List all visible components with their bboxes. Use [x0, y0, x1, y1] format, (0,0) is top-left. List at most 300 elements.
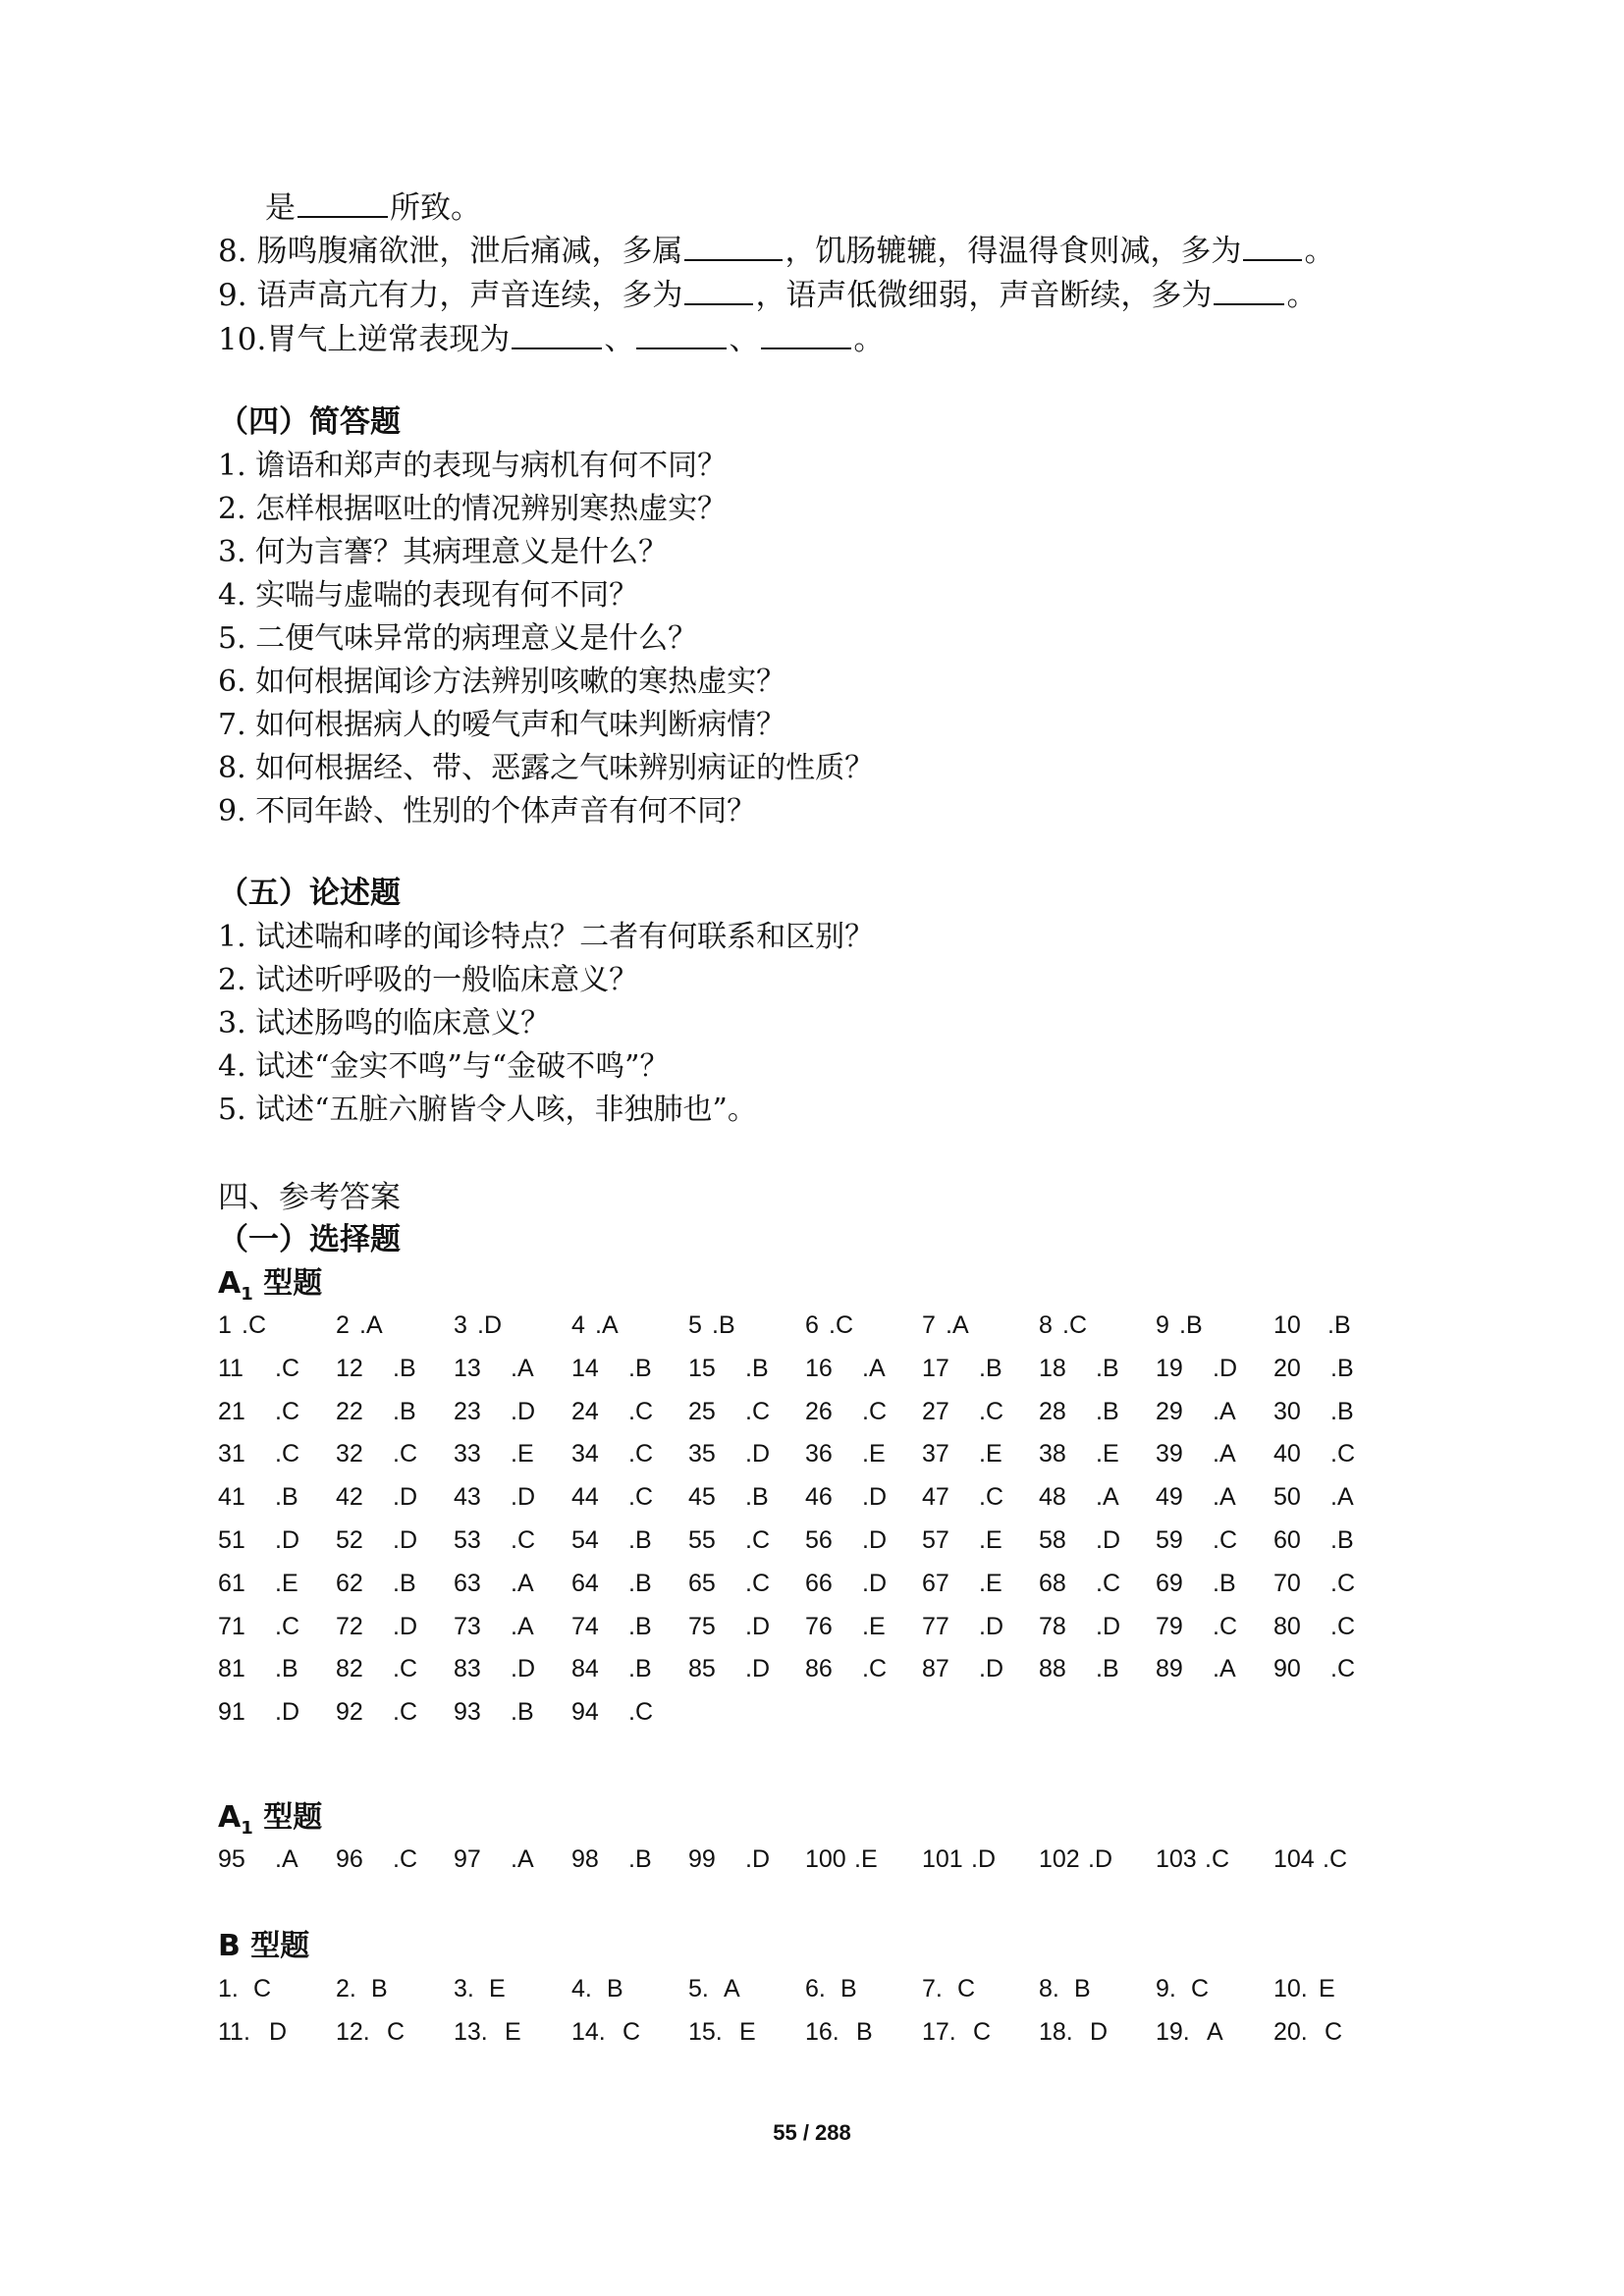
answer-letter: .D: [745, 1612, 770, 1640]
answer-cell: [571, 2018, 640, 2047]
answer-cell: [805, 2018, 873, 2047]
answer-cell: [1039, 2018, 1108, 2047]
answer-cell: [571, 1526, 652, 1555]
answer-letter: .B: [393, 1569, 416, 1597]
answer-cell: [805, 1975, 857, 2003]
text: A: [218, 1800, 242, 1835]
question-number: 77: [922, 1612, 949, 1640]
question-number: 8.: [1039, 1975, 1059, 2002]
answer-letter: .A: [862, 1354, 886, 1382]
answer-cell: [336, 1698, 417, 1727]
text: 所致。: [390, 190, 481, 226]
answer-letter: .B: [275, 1655, 298, 1683]
answer-cell: [1039, 1975, 1091, 2003]
answer-letter: .A: [1213, 1397, 1236, 1425]
answer-cell: [454, 1698, 534, 1727]
short-answer-item: 6. 如何根据闻诊方法辨别咳嗽的寒热虚实？: [218, 665, 786, 699]
answer-letter: .D: [393, 1526, 417, 1554]
question-number: 86: [805, 1655, 833, 1683]
answer-cell: [218, 1355, 299, 1383]
answer-letter: .C: [628, 1698, 653, 1727]
answer-cell: [1156, 1440, 1236, 1468]
answer-cell: [571, 1440, 653, 1468]
question-number: 43: [454, 1483, 481, 1512]
text: 肠鸣腹痛欲泄，泄后痛减，多属: [256, 234, 683, 269]
question-number: 41: [218, 1483, 245, 1512]
page-number: 55 / 288: [773, 2120, 851, 2145]
answer-letter: .A: [511, 1354, 534, 1382]
answer-letter: .E: [1096, 1440, 1119, 1468]
question-number: 16.: [805, 2018, 839, 2046]
question-number: 44: [571, 1483, 599, 1512]
answer-letter: B: [856, 2018, 873, 2046]
answer-cell: [571, 1845, 652, 1874]
question-number: 42: [336, 1483, 363, 1512]
question-number: 76: [805, 1612, 833, 1640]
question-number: 6: [805, 1311, 819, 1339]
answer-letter: .E: [979, 1526, 1002, 1554]
answer-letter: .B: [1213, 1569, 1236, 1597]
answer-letter: .B: [712, 1311, 735, 1339]
answer-cell: [1039, 1355, 1119, 1383]
answer-cell: [1039, 1655, 1119, 1683]
text: 型题: [252, 1800, 323, 1835]
question-number: 57: [922, 1526, 949, 1554]
question-number: 11.: [218, 2018, 250, 2046]
answer-letter: .C: [393, 1698, 417, 1727]
answer-cell: [688, 1975, 740, 2003]
question-number: 12.: [336, 2018, 370, 2046]
answer-letter: .B: [628, 1655, 652, 1683]
answer-letter: .C: [511, 1526, 535, 1554]
answer-letter: .B: [745, 1354, 769, 1382]
question-number: 1: [218, 1311, 232, 1339]
answer-letter: .C: [1330, 1612, 1355, 1640]
question-number: 8: [1039, 1311, 1053, 1339]
question-number: 8.: [218, 234, 247, 269]
answer-cell: [218, 1398, 299, 1426]
answer-cell: [336, 1311, 383, 1340]
answer-letter: .B: [393, 1354, 416, 1382]
answer-letter: .B: [1327, 1311, 1351, 1339]
text: A: [218, 1266, 242, 1301]
answer-letter: .B: [1096, 1397, 1119, 1425]
question-number: 20.: [1273, 2018, 1308, 2046]
answer-cell: [454, 2018, 521, 2047]
answer-letter: .B: [1096, 1354, 1119, 1382]
question-number: 99: [688, 1845, 716, 1873]
answer-cell: [571, 1975, 623, 2003]
answer-cell: [922, 1355, 1002, 1383]
answer-letter: .C: [1323, 1845, 1347, 1873]
question-number: 75: [688, 1612, 716, 1640]
answer-blank: [512, 318, 602, 349]
question-number: 64: [571, 1569, 599, 1597]
answer-cell: [1156, 1526, 1237, 1555]
question-number: 50: [1273, 1483, 1301, 1512]
answer-letter: D: [269, 2018, 288, 2046]
text: 。: [1286, 278, 1318, 313]
question-number: 1.: [218, 1975, 239, 2002]
question-number: 2.: [336, 1975, 356, 2002]
answer-cell: [1039, 1440, 1119, 1468]
question-number: 87: [922, 1655, 949, 1683]
answer-letter: .C: [628, 1440, 653, 1468]
answer-letter: .D: [1096, 1526, 1120, 1554]
answer-cell: [688, 1655, 770, 1683]
short-answer-item: 9. 不同年龄、性别的个体声音有何不同？: [218, 794, 757, 828]
answer-cell: [571, 1355, 652, 1383]
answer-cell: [805, 1845, 878, 1874]
question-number: 56: [805, 1526, 833, 1554]
answer-letter: .C: [1330, 1655, 1355, 1683]
question-number: 15.: [688, 2018, 723, 2046]
answer-cell: [1156, 1483, 1236, 1512]
question-number: 21: [218, 1397, 245, 1425]
question-number: 18: [1039, 1354, 1066, 1382]
answer-letter: .B: [511, 1698, 534, 1727]
question-number: 71: [218, 1612, 245, 1640]
answer-letter: .D: [979, 1655, 1003, 1683]
answer-blank: [1214, 274, 1284, 305]
question-number: 36: [805, 1440, 833, 1468]
text: 。: [853, 322, 885, 357]
question-number: 10.: [1273, 1975, 1308, 2002]
question-number: 85: [688, 1655, 716, 1683]
short-answer-item: 1. 谵语和郑声的表现与病机有何不同？: [218, 449, 728, 483]
question-number: 46: [805, 1483, 833, 1512]
answer-blank: [636, 318, 727, 349]
answer-letter: .A: [511, 1569, 534, 1597]
question-number: 17.: [922, 2018, 956, 2046]
question-number: 101: [922, 1845, 963, 1873]
answer-letter: .C: [393, 1845, 417, 1873]
answer-letter: .D: [745, 1440, 770, 1468]
fill-in-question-8: [218, 230, 1334, 271]
question-number: 16: [805, 1354, 833, 1382]
question-number: 7: [922, 1311, 936, 1339]
question-number: 45: [688, 1483, 716, 1512]
question-number: 20: [1273, 1354, 1301, 1382]
question-number: 39: [1156, 1440, 1183, 1468]
question-number: 10: [1273, 1311, 1301, 1339]
answer-cell: [1273, 1975, 1335, 2003]
question-number: 3.: [454, 1975, 474, 2002]
answer-cell: [336, 1655, 417, 1683]
question-number: 29: [1156, 1397, 1183, 1425]
answer-letter: .C: [628, 1397, 653, 1425]
question-number: 9.: [218, 278, 247, 313]
answer-cell: [688, 1613, 770, 1641]
answer-cell: [922, 1570, 1002, 1598]
answer-letter: C: [1191, 1975, 1210, 2002]
essay-item: 5. 试述“五脏六腑皆令人咳，非独肺也”。: [218, 1093, 757, 1127]
question-number: 54: [571, 1526, 599, 1554]
answer-letter: .B: [628, 1526, 652, 1554]
answer-cell: [922, 1398, 1003, 1426]
answer-letter: .C: [1213, 1526, 1237, 1554]
answer-letter: .D: [862, 1526, 887, 1554]
answer-letter: .D: [511, 1397, 535, 1425]
answer-letter: A: [1207, 2018, 1223, 2046]
short-answer-item: 2. 怎样根据呕吐的情况辨别寒热虚实？: [218, 492, 728, 526]
a1-type-title: [218, 1264, 322, 1314]
answer-cell: [805, 1355, 886, 1383]
answer-cell: [336, 1975, 388, 2003]
answer-cell: [454, 1440, 534, 1468]
answer-cell: [218, 1483, 298, 1512]
answer-letter: .D: [862, 1483, 887, 1512]
answer-letter: .B: [275, 1483, 298, 1512]
answer-cell: [1273, 1440, 1355, 1468]
text: 、: [604, 322, 635, 357]
question-number: 66: [805, 1569, 833, 1597]
answer-cell: [922, 1975, 975, 2003]
answer-cell: [454, 1311, 502, 1340]
question-number: 103: [1156, 1845, 1197, 1873]
answer-letter: .C: [1213, 1612, 1237, 1640]
answer-cell: [922, 1440, 1002, 1468]
short-answer-title: （四）简答题: [218, 404, 401, 440]
answer-cell: [336, 1570, 416, 1598]
text: 是: [265, 190, 296, 226]
answer-cell: [922, 1845, 996, 1874]
answer-blank: [684, 274, 753, 305]
answer-letter: .A: [511, 1612, 534, 1640]
answer-cell: [454, 1398, 535, 1426]
answer-letter: .C: [829, 1311, 853, 1339]
question-number: 12: [336, 1354, 363, 1382]
answer-letter: C: [253, 1975, 272, 2002]
answer-letter: .B: [628, 1845, 652, 1873]
answer-letter: .C: [1330, 1440, 1355, 1468]
answer-cell: [1039, 1845, 1112, 1874]
question-number: 14: [571, 1354, 599, 1382]
answer-cell: [688, 2018, 756, 2047]
answer-letter: .E: [862, 1612, 886, 1640]
answer-letter: .D: [275, 1698, 299, 1727]
question-number: 74: [571, 1612, 599, 1640]
answer-letter: D: [1090, 2018, 1109, 2046]
question-number: 98: [571, 1845, 599, 1873]
question-number: 5: [688, 1311, 702, 1339]
answer-cell: [922, 1483, 1003, 1512]
question-number: 47: [922, 1483, 949, 1512]
question-number: 83: [454, 1655, 481, 1683]
question-number: 61: [218, 1569, 245, 1597]
question-number: 79: [1156, 1612, 1183, 1640]
essay-item: 4. 试述“金实不鸣”与“金破不鸣”？: [218, 1049, 670, 1084]
answer-letter: .C: [275, 1612, 299, 1640]
answer-letter: .D: [745, 1655, 770, 1683]
answer-cell: [1273, 1655, 1355, 1683]
essay-title: （五）论述题: [218, 876, 401, 911]
answer-cell: [454, 1845, 534, 1874]
answer-cell: [1156, 1655, 1236, 1683]
answer-blank: [684, 230, 783, 261]
answer-letter: .E: [275, 1569, 298, 1597]
answer-letter: .C: [745, 1526, 770, 1554]
essay-item: 3. 试述肠鸣的临床意义？: [218, 1006, 551, 1041]
answer-letter: C: [387, 2018, 406, 2046]
answer-cell: [688, 1355, 769, 1383]
question-number: 60: [1273, 1526, 1301, 1554]
answer-cell: [571, 1570, 652, 1598]
question-number: 3: [454, 1311, 467, 1339]
question-number: 70: [1273, 1569, 1301, 1597]
answer-cell: [805, 1655, 887, 1683]
question-number: 65: [688, 1569, 716, 1597]
answer-cell: [688, 1526, 770, 1555]
question-number: 91: [218, 1698, 245, 1727]
answer-letter: .C: [979, 1483, 1003, 1512]
question-number: 2: [336, 1311, 350, 1339]
answer-letter: .D: [393, 1612, 417, 1640]
answer-cell: [805, 1440, 886, 1468]
a1-type-title-2: [218, 1798, 322, 1848]
answer-cell: [688, 1845, 770, 1874]
question-number: 33: [454, 1440, 481, 1468]
answer-cell: [922, 1311, 969, 1340]
answer-letter: E: [1319, 1975, 1335, 2002]
text: 语声高亢有力，声音连续，多为: [256, 278, 683, 313]
question-number: 49: [1156, 1483, 1183, 1512]
answer-letter: .B: [979, 1354, 1002, 1382]
answer-cell: [1273, 1570, 1355, 1598]
question-number: 13.: [454, 2018, 488, 2046]
answer-cell: [1273, 1398, 1354, 1426]
answer-cell: [805, 1311, 853, 1340]
question-number: 100: [805, 1845, 846, 1873]
answer-cell: [1156, 1845, 1229, 1874]
answer-letter: C: [957, 1975, 976, 2002]
answer-cell: [805, 1613, 886, 1641]
answer-cell: [1273, 1311, 1351, 1340]
answer-letter: .B: [1179, 1311, 1203, 1339]
answer-letter: .C: [393, 1440, 417, 1468]
question-number: 19: [1156, 1354, 1183, 1382]
answer-cell: [571, 1311, 619, 1340]
question-number: 26: [805, 1397, 833, 1425]
answer-letter: .A: [359, 1311, 383, 1339]
answer-letter: E: [505, 2018, 521, 2046]
question-number: 63: [454, 1569, 481, 1597]
answer-letter: .D: [745, 1845, 770, 1873]
answer-letter: .E: [979, 1440, 1002, 1468]
short-answer-item: 3. 何为言謇？其病理意义是什么？: [218, 535, 669, 569]
question-number: 73: [454, 1612, 481, 1640]
answer-cell: [688, 1311, 735, 1340]
answer-letter: .B: [628, 1354, 652, 1382]
answer-letter: .D: [511, 1655, 535, 1683]
answer-letter: E: [739, 2018, 756, 2046]
question-number: 68: [1039, 1569, 1066, 1597]
answer-letter: .C: [275, 1440, 299, 1468]
answer-letter: .D: [477, 1311, 502, 1339]
answer-letter: C: [973, 2018, 992, 2046]
answer-letter: .D: [979, 1612, 1003, 1640]
answer-cell: [218, 1655, 298, 1683]
answer-cell: [571, 1398, 653, 1426]
question-number: 38: [1039, 1440, 1066, 1468]
reference-answers-title: 四、参考答案: [218, 1180, 401, 1215]
answer-cell: [336, 1355, 416, 1383]
answer-cell: [688, 1398, 770, 1426]
answer-letter: .A: [1330, 1483, 1354, 1512]
answer-cell: [336, 1526, 417, 1555]
answer-letter: .A: [1213, 1655, 1236, 1683]
question-number: 34: [571, 1440, 599, 1468]
answer-cell: [1273, 1845, 1347, 1874]
answer-cell: [454, 1655, 535, 1683]
answer-cell: [922, 1613, 1003, 1641]
essay-item: 1. 试述喘和哮的闻诊特点？二者有何联系和区别？: [218, 920, 875, 954]
answer-letter: .D: [1088, 1845, 1112, 1873]
answer-letter: .C: [275, 1397, 299, 1425]
answer-letter: .C: [275, 1354, 299, 1382]
answer-cell: [454, 1613, 534, 1641]
answer-letter: .C: [1062, 1311, 1087, 1339]
answer-cell: [688, 1440, 770, 1468]
text: 胃气上逆常表现为: [266, 322, 511, 357]
question-number: 40: [1273, 1440, 1301, 1468]
question-number: 7.: [922, 1975, 943, 2002]
question-number: 82: [336, 1655, 363, 1683]
choice-questions-title: （一）选择题: [218, 1222, 401, 1257]
answer-cell: [454, 1975, 506, 2003]
question-number: 81: [218, 1655, 245, 1683]
question-number: 59: [1156, 1526, 1183, 1554]
b-type-title: B 型题: [218, 1929, 310, 1963]
answer-cell: [1273, 1526, 1354, 1555]
question-number: 27: [922, 1397, 949, 1425]
answer-letter: .D: [1213, 1354, 1237, 1382]
answer-letter: .E: [511, 1440, 534, 1468]
question-number: 4.: [571, 1975, 592, 2002]
answer-letter: .C: [745, 1569, 770, 1597]
question-number: 84: [571, 1655, 599, 1683]
answer-letter: .D: [971, 1845, 996, 1873]
answer-cell: [218, 1311, 266, 1340]
answer-letter: .C: [1096, 1569, 1120, 1597]
answer-letter: .B: [1330, 1397, 1354, 1425]
question-number: 78: [1039, 1612, 1066, 1640]
question-number: 88: [1039, 1655, 1066, 1683]
question-number: 30: [1273, 1397, 1301, 1425]
answer-blank: [761, 318, 851, 349]
short-answer-item: 5. 二便气味异常的病理意义是什么？: [218, 621, 698, 656]
fill-in-line-7-tail: [265, 187, 481, 228]
answer-cell: [1156, 1975, 1209, 2003]
question-number: 58: [1039, 1526, 1066, 1554]
answer-letter: .A: [1213, 1483, 1236, 1512]
question-number: 31: [218, 1440, 245, 1468]
answer-cell: [336, 1398, 416, 1426]
answer-cell: [688, 1483, 769, 1512]
short-answer-item: 7. 如何根据病人的嗳气声和气味判断病情？: [218, 708, 786, 742]
question-number: 51: [218, 1526, 245, 1554]
question-number: 80: [1273, 1612, 1301, 1640]
answer-letter: .C: [628, 1483, 653, 1512]
answer-cell: [922, 1655, 1003, 1683]
answer-letter: .C: [979, 1397, 1003, 1425]
question-number: 90: [1273, 1655, 1301, 1683]
answer-cell: [571, 1613, 652, 1641]
answer-letter: .B: [745, 1483, 769, 1512]
question-number: 9.: [1156, 1975, 1176, 2002]
answer-letter: .D: [1096, 1612, 1120, 1640]
answer-letter: .E: [862, 1440, 886, 1468]
